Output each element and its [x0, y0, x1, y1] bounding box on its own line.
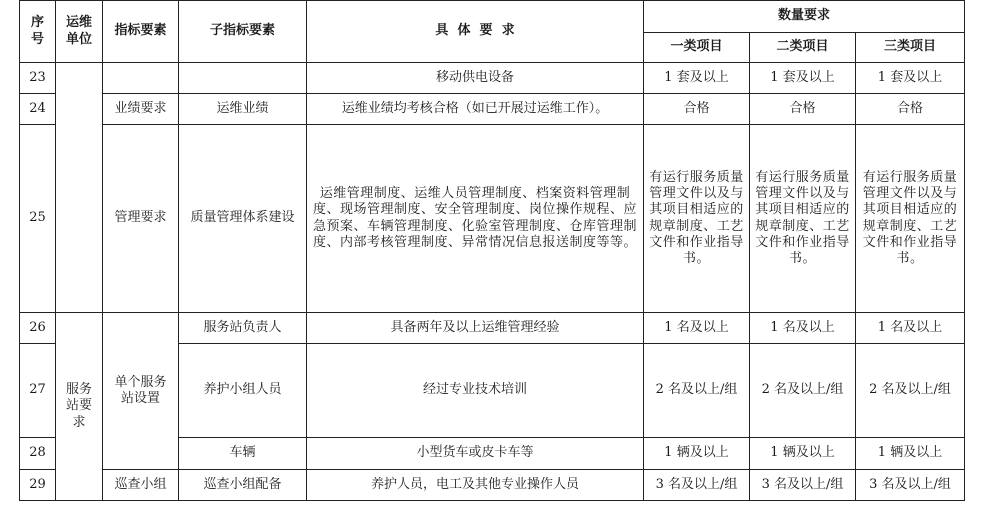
- single-station-setup: 单个服务 站设置: [103, 313, 179, 470]
- row-class2: 有运行服务质量管理文件以及与其项目相适应的规章制度、工艺文件和作业指导书。: [750, 125, 856, 313]
- row-class1: 合格: [644, 94, 750, 125]
- row-sub-indicator: 养护小组人员: [179, 344, 307, 438]
- row-class2: 1 套及以上: [750, 63, 856, 94]
- row-sub-indicator: [179, 63, 307, 94]
- row-class3: 合格: [856, 94, 965, 125]
- row-detail: 经过专业技术培训: [307, 344, 644, 438]
- header-seq: 序 号: [20, 1, 56, 63]
- header-class3: 三类项目: [856, 33, 965, 63]
- row-class3: 1 套及以上: [856, 63, 965, 94]
- row-sub-indicator: 车辆: [179, 438, 307, 470]
- row-class1: 3 名及以上/组: [644, 470, 750, 501]
- row-class1: 有运行服务质量管理文件以及与其项目相适应的规章制度、工艺文件和作业指导书。: [644, 125, 750, 313]
- row-sub-indicator: 运维业绩: [179, 94, 307, 125]
- row-detail: 运维业绩均考核合格（如已开展过运维工作）。: [307, 94, 644, 125]
- row-indicator: 管理要求: [103, 125, 179, 313]
- row-seq: 27: [20, 344, 56, 438]
- requirements-table: [19, 0, 965, 501]
- row-class3: 1 辆及以上: [856, 438, 965, 470]
- row-seq: 23: [20, 63, 56, 94]
- row-indicator: 业绩要求: [103, 94, 179, 125]
- row-detail: 运维管理制度、运维人员管理制度、档案资料管理制度、现场管理制度、安全管理制度、岗位操作规程、应急预案、车辆管理制度、化验室管理制度、仓库管理制度、内部考核管理制度、异常情况信息报送制度等等。: [307, 125, 644, 313]
- table-row: [20, 125, 965, 313]
- row-class1: 1 套及以上: [644, 63, 750, 94]
- row-sub-indicator: 质量管理体系建设: [179, 125, 307, 313]
- row-class2: 3 名及以上/组: [750, 470, 856, 501]
- table-row: [20, 313, 965, 344]
- row-class3: 有运行服务质量管理文件以及与其项目相适应的规章制度、工艺文件和作业指导书。: [856, 125, 965, 313]
- unit-service-station: 服务 站要 求: [56, 313, 103, 501]
- header-class2: 二类项目: [750, 33, 856, 63]
- row-detail: 移动供电设备: [307, 63, 644, 94]
- row-detail: 小型货车或皮卡车等: [307, 438, 644, 470]
- row-seq: 25: [20, 125, 56, 313]
- row-indicator: 巡查小组: [103, 470, 179, 501]
- row-class3: 3 名及以上/组: [856, 470, 965, 501]
- unit-cell-blank: [56, 63, 103, 313]
- row-seq: 26: [20, 313, 56, 344]
- header-sub-indicator: 子指标要素: [179, 1, 307, 63]
- row-class1: 1 名及以上: [644, 313, 750, 344]
- row-class3: 2 名及以上/组: [856, 344, 965, 438]
- row-seq: 24: [20, 94, 56, 125]
- header-unit: 运维 单位: [56, 1, 103, 63]
- row-sub-indicator: 巡查小组配备: [179, 470, 307, 501]
- header-class1: 一类项目: [644, 33, 750, 63]
- row-detail: 具备两年及以上运维管理经验: [307, 313, 644, 344]
- table-row: [20, 470, 965, 501]
- row-class1: 2 名及以上/组: [644, 344, 750, 438]
- row-class2: 2 名及以上/组: [750, 344, 856, 438]
- row-seq: 29: [20, 470, 56, 501]
- row-class2: 合格: [750, 94, 856, 125]
- table-row: [20, 94, 965, 125]
- row-detail: 养护人员，电工及其他专业操作人员: [307, 470, 644, 501]
- row-class3: 1 名及以上: [856, 313, 965, 344]
- header-quantity: 数量要求: [644, 1, 965, 33]
- row-class2: 1 辆及以上: [750, 438, 856, 470]
- row-indicator: [103, 63, 179, 94]
- row-seq: 28: [20, 438, 56, 470]
- row-class1: 1 辆及以上: [644, 438, 750, 470]
- row-sub-indicator: 服务站负责人: [179, 313, 307, 344]
- table-row: [20, 63, 965, 94]
- header-indicator: 指标要素: [103, 1, 179, 63]
- row-class2: 1 名及以上: [750, 313, 856, 344]
- header-detail: 具 体 要 求: [307, 1, 644, 63]
